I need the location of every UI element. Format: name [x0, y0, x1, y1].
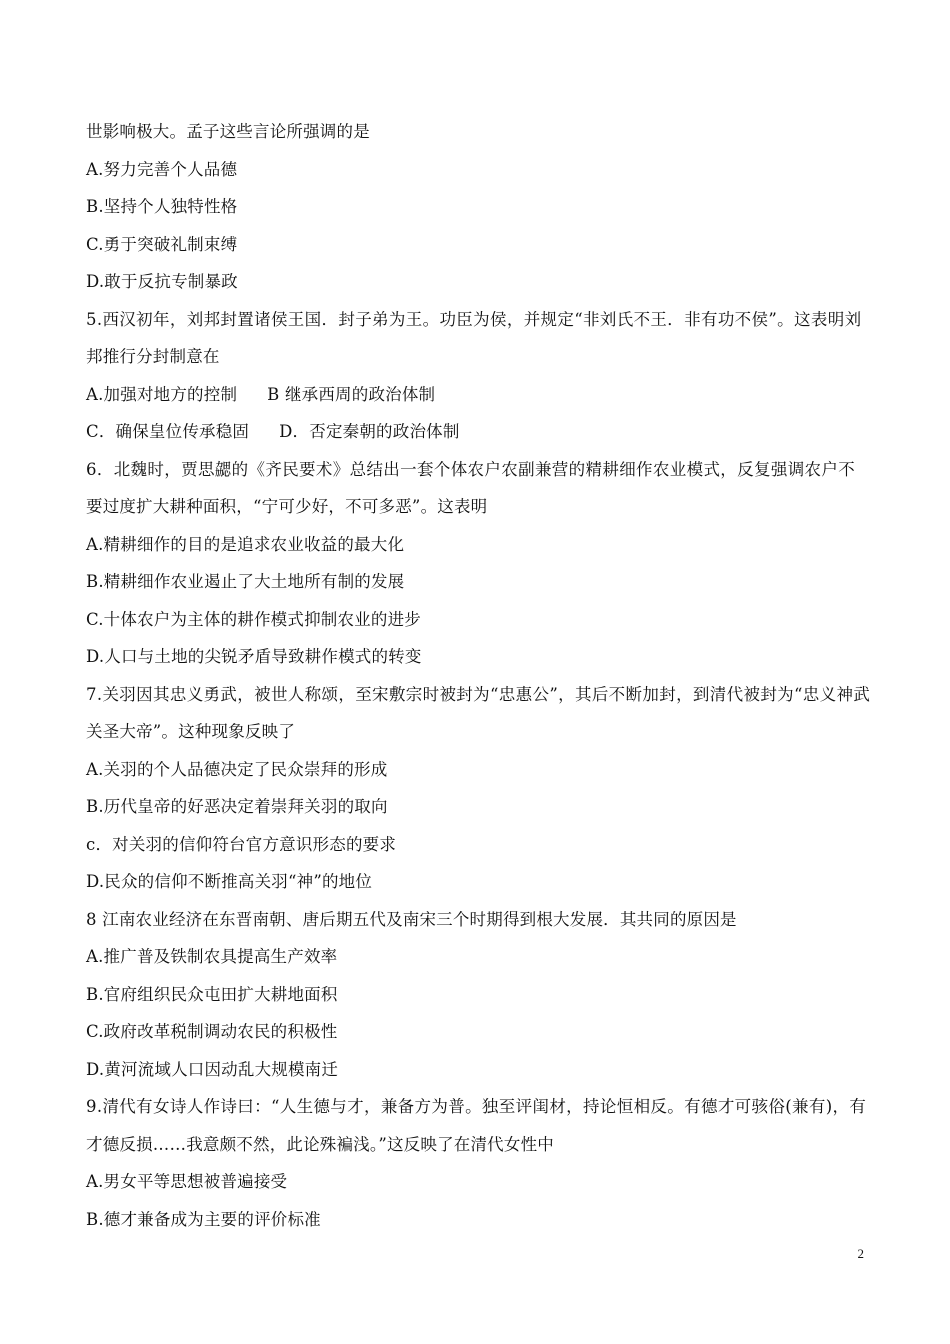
option-line: D.黄河流域人口因动乱大规模南迁 — [86, 1059, 339, 1079]
option-pair-line — [86, 376, 876, 414]
option-line: C.勇于突破礼制束缚 — [86, 234, 238, 254]
option-line: A.关羽的个人品德决定了民众崇拜的形成 — [86, 759, 388, 779]
option-line: B.坚持个人独特性格 — [86, 197, 238, 216]
option-line: D.敢于反抗专制暴政 — [86, 272, 238, 291]
option-line: D.人口与土地的尖锐矛盾导致耕作模式的转变 — [86, 647, 422, 666]
option-b: B 继承西周的政治体制 — [267, 384, 436, 404]
question-6-line: 6．北魏时，贾思勰的《齐民要术》总结出一套个体农户农副兼营的精耕细作农业模式，反复强调农户不 — [86, 459, 856, 479]
option-line: c．对关羽的信仰符台官方意识形态的要求 — [86, 834, 397, 854]
option-line: C.十体农户为主体的耕作模式抑制农业的进步 — [86, 609, 421, 629]
text-line: 世影响极大。孟子这些言论所强调的是 — [86, 122, 370, 141]
option-line: A.男女平等思想被普遍接受 — [86, 1172, 288, 1191]
option-line: A.推广普及铁制农具提高生产效率 — [86, 947, 338, 966]
option-pair-line — [86, 413, 876, 451]
question-7-line: 关圣大帝”。这种现象反映了 — [86, 722, 296, 741]
question-5-line: 邦推行分封制意在 — [86, 347, 220, 366]
question-text-block — [86, 113, 876, 1238]
question-6-line: 要过度扩大耕种面积，“宁可少好，不可多恶”。这表明 — [86, 497, 488, 516]
option-d: D．否定秦朝的政治体制 — [279, 422, 460, 441]
option-line: B.历代皇帝的好恶决定着崇拜关羽的取向 — [86, 797, 388, 816]
option-line: C.政府改革税制调动农民的积极性 — [86, 1022, 338, 1041]
option-line: A.努力完善个人品德 — [86, 159, 238, 179]
question-8-line: 8 江南农业经济在东晋南朝、唐后期五代及南宋三个时期得到根大发展．其共同的原因是 — [86, 909, 737, 929]
option-c: C．确保皇位传承稳固 — [86, 422, 250, 441]
question-7-line: 7.关羽因其忠义勇武，被世人称颂，至宋敷宗时被封为“忠惠公”，其后不断加封，到清代被封为“忠义神武 — [86, 684, 871, 704]
question-9-line: 9.清代有女诗人作诗曰：“人生德与才，兼备方为普。独至评闺材，持论恒相反。有德才可骇俗(兼有)，有 — [86, 1097, 867, 1116]
option-a: A.加强对地方的控制 — [86, 384, 238, 404]
option-line: D.民众的信仰不断推高关羽“神”的地位 — [86, 872, 373, 891]
option-line: B.官府组织民众屯田扩大耕地面积 — [86, 984, 338, 1004]
option-line: B.德才兼备成为主要的评价标准 — [86, 1209, 321, 1229]
question-9-line: 才德反损……我意颇不然，此论殊褊浅。”这反映了在清代女性中 — [86, 1134, 554, 1154]
option-line: B.精耕细作农业遏止了大土地所有制的发展 — [86, 572, 405, 591]
option-line: A.精耕细作的目的是追求农业收益的最大化 — [86, 534, 405, 554]
question-5-line: 5.西汉初年，刘邦封置诸侯王国．封子弟为王。功臣为侯，并规定“非刘氏不王．非有功不侯”。这表明刘 — [86, 309, 862, 329]
page-number: 2 — [857, 1246, 864, 1261]
